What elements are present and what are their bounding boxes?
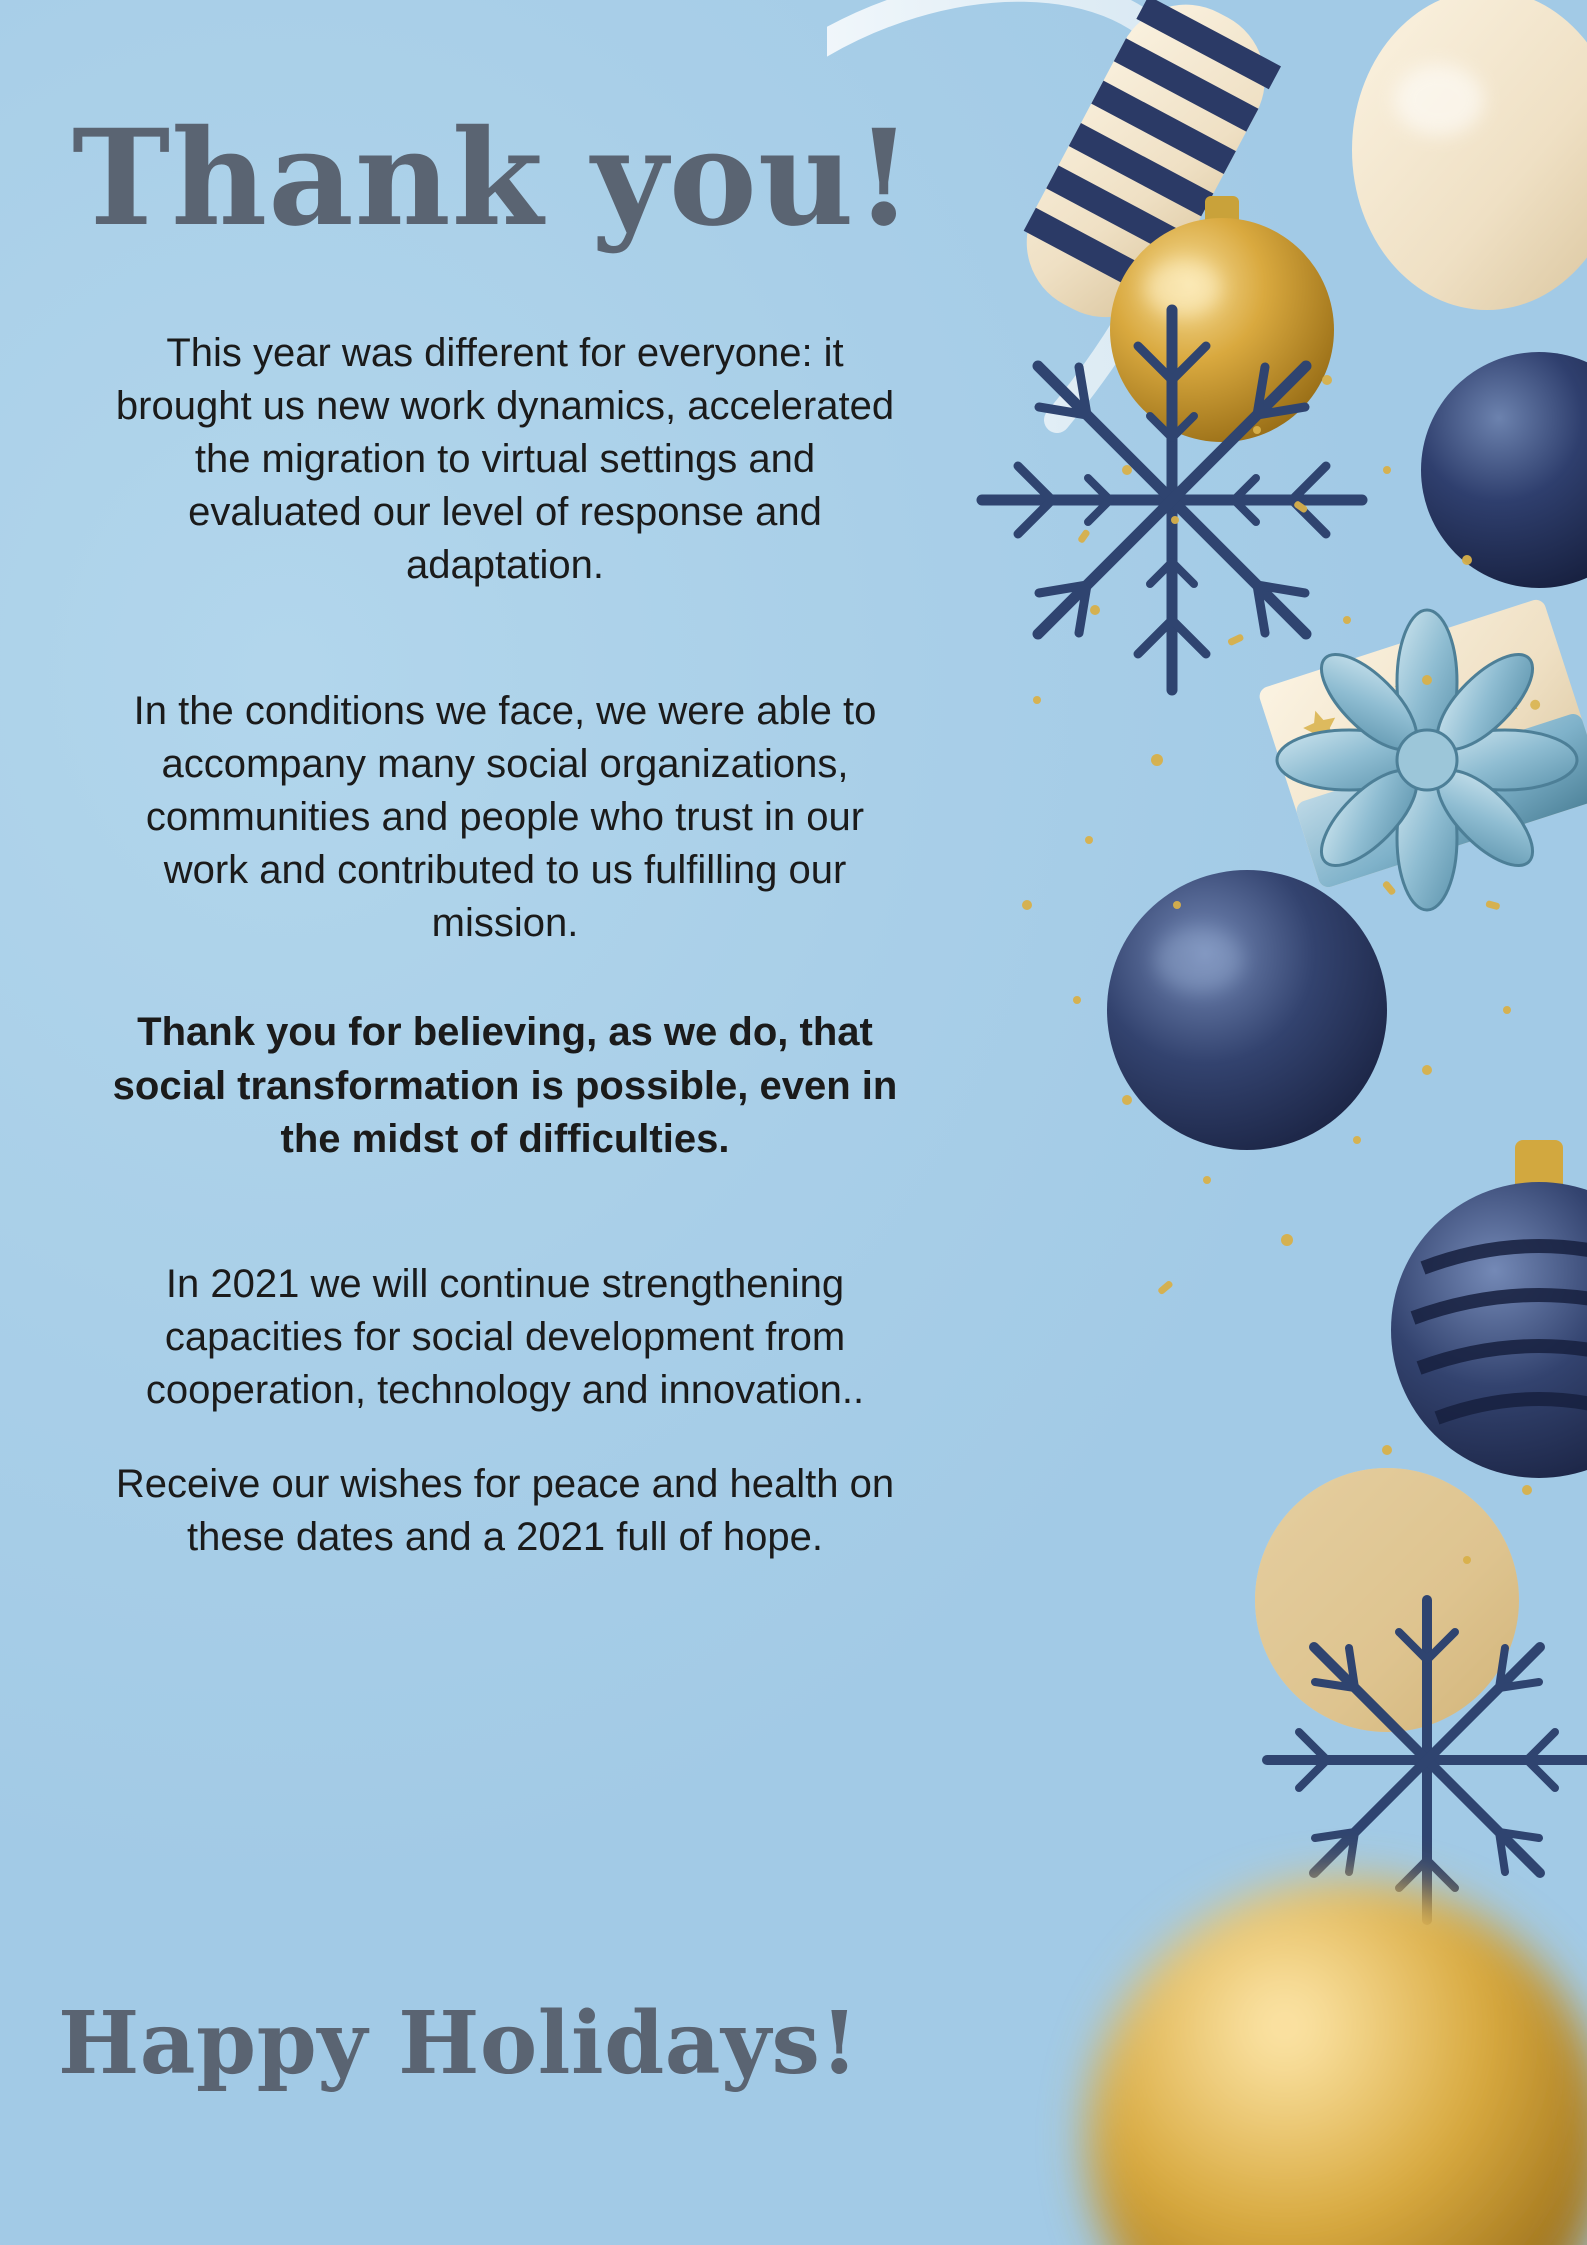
paragraph-5: Receive our wishes for peace and health on these dates and a 2021 full of hope. (115, 1461, 895, 1559)
cream-ornament-icon (1352, 0, 1587, 310)
gold-ornament-icon (1087, 1880, 1587, 2245)
ribbon-bow-icon (1277, 610, 1577, 910)
snowflake-icon (1267, 1600, 1587, 1920)
gift-box-icon (1257, 597, 1587, 889)
snowflake-icon (982, 310, 1362, 690)
striped-navy-ornament-icon (1002, 0, 1289, 342)
striped-navy-ornament-icon (1391, 1140, 1587, 1478)
paragraph-3-emphasis: Thank you for believing, as we do, that social transformation is possible, even in the midst of difficulties. (112, 1010, 898, 1161)
paragraph-1: This year was different for everyone: it brought us new work dynamics, accelerated the migration to virtual settings and evaluated our level of response and adaptation. (115, 330, 895, 588)
gold-ornament-icon (1110, 196, 1334, 442)
page-title: Thank you! (72, 101, 914, 256)
gold-ornament-icon (1255, 1468, 1519, 1732)
paragraph-4: In 2021 we will continue strengthening capacities for social development from cooperation, technology and innovation.. (145, 1262, 865, 1413)
footer-heading: Happy Holidays! (58, 1993, 859, 2094)
paragraph-2: In the conditions we face, we were able to accompany many social organizations, communities and people who trust in our work and contributed to us fulfilling our mission. (133, 688, 877, 946)
gold-confetti-icon (1022, 375, 1532, 1564)
navy-ornament-icon (1107, 870, 1387, 1150)
navy-ornament-icon (1421, 352, 1587, 588)
message-body (60, 327, 950, 1564)
